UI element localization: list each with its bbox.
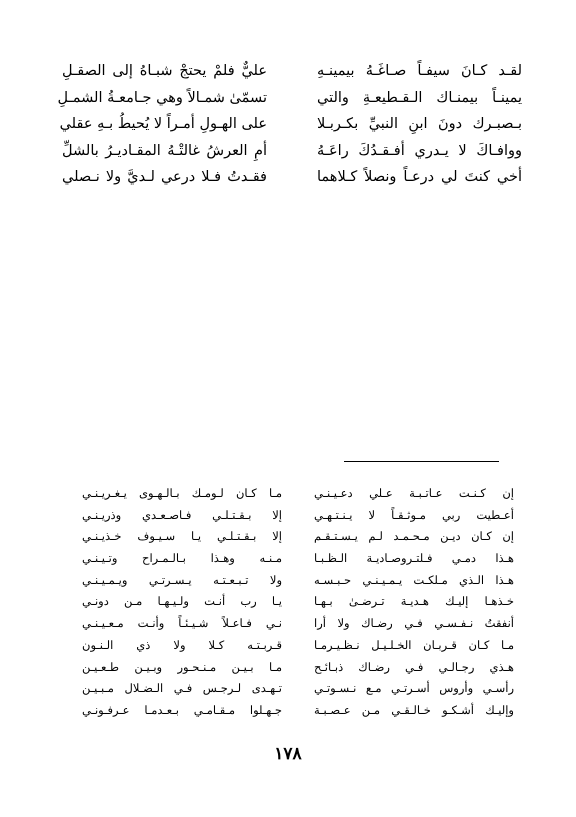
verse-hemistich: مـا كـان قـربـان الخـلـيـل نـظـيـرمـا	[314, 637, 514, 652]
verse-hemistich: مـا كـان لـومـك بـالـهـوى يـغـريـنـي	[82, 486, 282, 500]
top-poem	[57, 58, 522, 191]
verse-hemistich: عليٌّ فلمْ يحتجْ شبـاهُ إلى الصقـلِ	[62, 63, 267, 79]
page-number: ١٧٨	[274, 744, 302, 764]
verse-hemistich: جـهـلوا مـقـامـي بـعـدمـا عـرفـونـي	[82, 702, 282, 717]
verse-hemistich: ولا تـبـعـتـه يـسـرتـي ويـمـيـنـي	[82, 572, 282, 587]
verse-hemistich: إلا بـقـتـلـي يـا سـيـوف خـذيـنـي	[82, 529, 282, 544]
verse-hemistich: يـا رب أنـت ولـيـهـا مـن دونـي	[82, 594, 282, 609]
verse-hemistich: ووافـاكَ لا يـدري أفـقـدُكَ راعَـهُ	[317, 142, 522, 159]
verse-hemistich: أمِ العرشُ غالتْـهُ المقـاديـرُ بالشلِّ	[62, 142, 267, 159]
bottom-poem-left-column	[82, 483, 282, 722]
verse-hemistich: على الهـولِ أمـراً لا يُحيطُ بـهِ عقلي	[59, 116, 267, 132]
verse-hemistich: نـي فـاعـلاً شـيـئـاً وأنـت مـعـيـنـي	[82, 616, 282, 631]
verse-hemistich: مـا بـيـن مـنـحـور وبـيـن طـعـيـن	[82, 659, 282, 674]
verse-hemistich: تـهـدى لـرجـس فـي الـضـلال مـبـيـن	[82, 681, 282, 696]
section-divider	[344, 461, 499, 462]
verse-hemistich: هـذا الـذي مـلكـت يـمـيـنـي حـبـسـه	[314, 572, 514, 587]
verse-hemistich: خـذهـا إليـك هـديـة تـرضـىٰ بـهـا	[314, 594, 514, 609]
verse-hemistich: إن كـنـت عـاتـبـة عـلي دعـيـنـي	[314, 486, 514, 500]
verse-hemistich: وإليـك أشـكـو خـالـقـي مـن عـصـبـة	[314, 702, 514, 717]
verse-hemistich: رأسـي وأروس أسـرتـي مـع نـسـوتـي	[314, 681, 514, 696]
top-poem-left-column	[57, 58, 267, 191]
verse-hemistich: قـربـتـه كـلا ولا ذي الـنـون	[82, 637, 282, 652]
verse-hemistich: أنفقتُ نـفـسـي فـي رضـاك ولا أرا	[314, 616, 514, 631]
verse-hemistich: أعـطيت ربي مـوثـقـاً لا يـنـتـهـي	[314, 507, 514, 522]
verse-hemistich: إن كـان ديـن مـحـمـد لـم يـسـتـقـم	[314, 529, 514, 544]
verse-hemistich: بـصبـرك دونَ ابنِ النبيِّ بكـربـلا	[317, 116, 522, 132]
verse-hemistich: هـذا دمـي فـلتـروصـاديـة الـظـبـا	[314, 551, 514, 566]
verse-hemistich: إلا بـقـتـلـي فـاصـعـدي وذريـنـي	[82, 507, 282, 522]
verse-hemistich: يمينـاً بيمنـاك الـقـطيعـةِ والتي	[317, 89, 522, 106]
top-poem-right-column	[317, 58, 522, 191]
bottom-poem	[82, 483, 514, 722]
verse-hemistich: أخي كنتَ لي درعـاً ونصلاً كـلاهما	[317, 169, 522, 185]
verse-hemistich: مـنـه وهـذا بـالـمـراح وتـيـنـي	[82, 551, 282, 566]
bottom-poem-right-column	[314, 483, 514, 722]
verse-hemistich: لقـد كـانَ سيفـاً صـاغَـهُ بيمينـهِ	[317, 63, 522, 79]
verse-hemistich: هـذي رجـالـي فـي رضـاك ذبـائـح	[314, 659, 514, 674]
verse-hemistich: فقـدتُ فـلا درعي لـديَّ ولا نـصلي	[62, 169, 267, 185]
verse-hemistich: تسمّىٰ شمـالاً وهي جـامعـةُ الشمـلِ	[57, 89, 267, 106]
